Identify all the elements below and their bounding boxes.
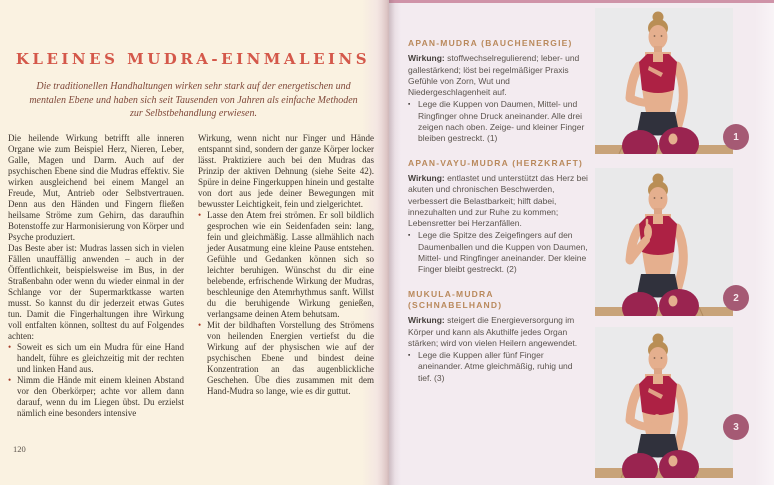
paragraph: Wirkung, wenn nicht nur Finger und Hände entspannt sind, sondern der ganze Körper locker lässt. Praktiziere auch bei den Mudras das Prinzip der aktiven Dehnung (siehe Seite 42). Spüre in deine Fingerkuppen hinein und gestalte von dort aus jede deiner Bewegungen mit bewusster Leichtigkeit, fein und zielgerichtet. (198, 133, 374, 209)
figure-number-badge-3: 3 (723, 414, 749, 440)
wirkung-text: steigert die Energieversorgung im Körper und kann als Akuthilfe jedes Organ stärken; wird von vielen Heilern angewendet. (408, 315, 578, 348)
woman-apan-mudra-illustration (595, 8, 733, 154)
intro-text: Die traditionellen Handhaltungen wirken sehr stark auf der energetischen und mentalen Ebene und haben sich seit Tausenden von Jahren als einfache Methoden zur Selbstbehandlung erwiesen. (29, 81, 358, 119)
page-title: KLEINES MUDRA-EINMALEINS (15, 50, 371, 68)
step-item: ▪ Lege die Kuppen von Daumen, Mittel- und Ringfinger ohne Druck aneinander. Alle drei zeigen nach oben. Zeige- und kleiner Finger bleiben gestreckt. (1) (408, 99, 588, 144)
wirkung-label: Wirkung: (408, 172, 445, 183)
right-page (389, 0, 774, 485)
wirkung-text: entlastet und unterstützt das Herz bei akuten und chronischen Beschwerden, verbessert die Belastbarkeit; hilft dabei, innezuhalten und zur Ruhe zu kommen; Lebensretter bei Herzanfällen. (408, 172, 588, 229)
wirkung-text: stoffwechselregulierend; leber- und gallestärkend; löst bei regelmäßiger Praxis Gefühle von Zorn, Wut und Niedergeschlagenheit auf. (408, 53, 580, 98)
woman-mukula-mudra-illustration (595, 327, 733, 478)
mudra-photo-2 (595, 168, 733, 316)
body-columns (8, 133, 374, 419)
section-heading: MUKULA-MUDRA (SCHNABELHAND) (408, 288, 503, 310)
column-2 (198, 133, 374, 419)
mudra-text-column (408, 38, 588, 397)
step-item: ▪ Lege die Kuppen aller fünf Finger aneinander. Atme gleichmäßig, ruhig und tief. (3) (408, 350, 588, 384)
wirkung-paragraph (408, 315, 588, 349)
step-item: ▪ Lege die Spitze des Zeigefingers auf den Daumenballen und die Kuppen von Daumen, Mittel- und Ringfinger aneinander. Der kleine Finger bleibt gestreckt. (2) (408, 230, 588, 275)
page-number: 120 (13, 444, 26, 454)
paragraph: Die heilende Wirkung betrifft alle inneren Organe wie zum Beispiel Herz, Nieren, Leber, Galle, Magen und Darm. Auch auf der psychischen Ebene sind die Mudras effektiv. Sie wirken ausgleichend bei einem Mangel an Freude, Mut, Antrieb oder Selbstvertrauen. Denn aus den Händen und Fingern fließen heilsame Ströme zum Gehirn, das daraufhin Botenstoffe zur Harmonisierung von Körper und Psyche produziert. (8, 133, 184, 242)
section-heading: APAN-VAYU-MUDRA (HERZKRAFT) (408, 157, 583, 168)
wirkung-paragraph (408, 53, 588, 98)
paragraph: Das Beste aber ist: Mudras lassen sich in vielen Fällen unauffällig anwenden – auch in der Öffentlichkeit, beispielsweise im Bus, in der Straßenbahn oder wenn du wieder einmal in der Schlange vor der Supermarktkasse warten musst. So kannst du dir jederzeit etwas Gutes tun. Damit die Fingerhaltungen ihre Wirkung voll entfalten können, solltest du auf Folgendes achten: (8, 243, 184, 341)
section-mukula-mudra (408, 289, 588, 384)
mudra-photo-3 (595, 327, 733, 478)
bullet-item: • Lasse den Atem frei strömen. Er soll bildlich gesprochen wie ein Seidenfaden sein: lang, fein und gleichmäßig. Lasse allmählich nach jeder Ausatmung eine kleine Pause entstehen. Gefühle und Gedanken können sich so leichter beruhigen. Wünschst du dir eine belebende, erfrischende Wirkung der Mudras, beschleunige den Atemrhythmus sanft. Willst du die beruhigende Wirkung genießen, verlangsame deinen Atem behutsam. (198, 210, 374, 320)
wirkung-label: Wirkung: (408, 315, 445, 326)
page-top-rule (389, 0, 774, 3)
section-apan-mudra (408, 38, 588, 145)
woman-apan-vayu-mudra-illustration (595, 168, 733, 316)
wirkung-paragraph (408, 173, 588, 229)
wirkung-label: Wirkung: (408, 53, 445, 64)
section-apan-vayu-mudra (408, 158, 588, 276)
bullet-item: • Soweit es sich um ein Mudra für eine Hand handelt, führe es gleichzeitig mit der rechten und linken Hand aus. (8, 342, 184, 375)
column-1 (8, 133, 184, 419)
figure-number-badge-1: 1 (723, 124, 749, 150)
bullet-item: • Mit der bildhaften Vorstellung des Strömens von heilenden Energien vertiefst du die Wirkung auf der physischen wie auf der psychischen Ebene und bindest deine Konzentration an das augenblickliche Geschehen. Übe dies zusammen mit dem Hand-Mudra so lange, wie es dir guttut. (198, 320, 374, 397)
figure-number-badge-2: 2 (723, 285, 749, 311)
mudra-photo-1 (595, 8, 733, 154)
section-heading: APAN-MUDRA (BAUCHENERGIE) (408, 38, 573, 48)
bullet-item: • Nimm die Hände mit einem kleinen Abstand vor den Oberkörper; achte vor allem dann darauf, wenn du im Liegen übst. Du erzielst nämlich eine besonders intensive (8, 375, 184, 419)
